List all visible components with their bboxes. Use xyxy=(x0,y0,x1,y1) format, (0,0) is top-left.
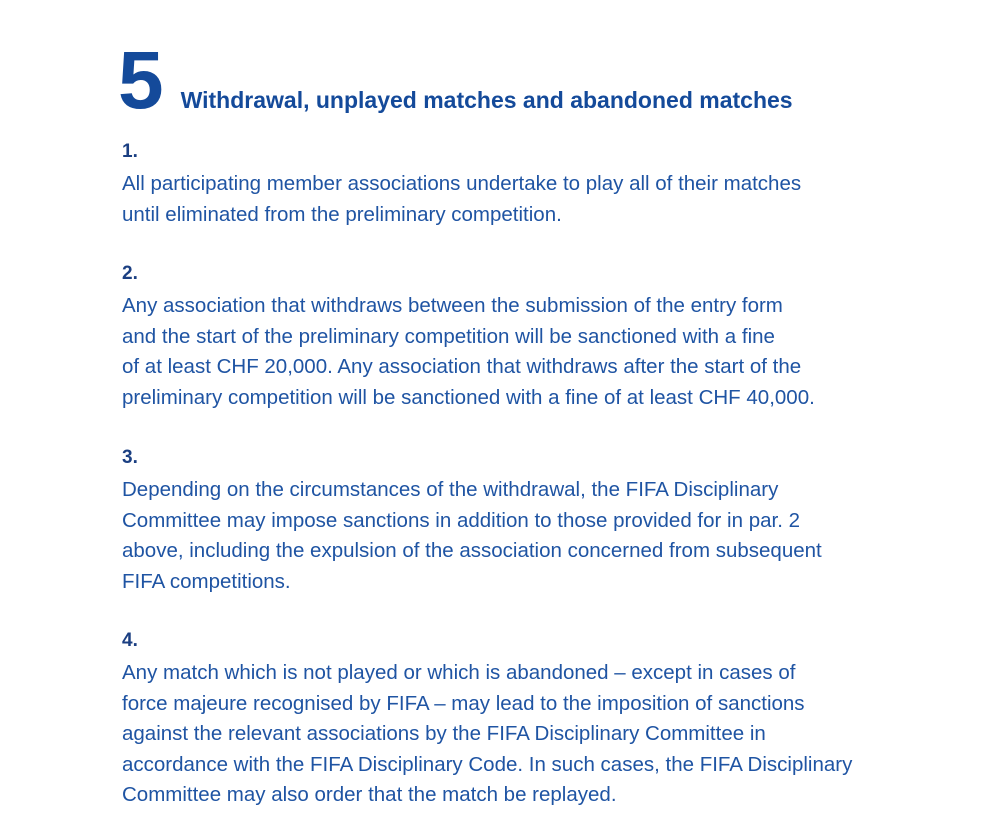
paragraph-text: Any association that withdraws between the submission of the entry form and the start of the preliminary competition will be sanctioned with a fine of at least CHF 20,000. Any association that withdraws after the start of the preliminary competition will be sanctioned with a fine of at least CHF 40,000. xyxy=(122,294,815,409)
paragraph-text: All participating member associations undertake to play all of their matches until eliminated from the preliminary competition. xyxy=(122,172,802,226)
paragraph-number: 1. xyxy=(122,141,138,162)
paragraph-number: 4. xyxy=(122,630,138,651)
paragraph-2 xyxy=(122,263,982,413)
paragraph-number: 3. xyxy=(122,447,138,468)
paragraph-3 xyxy=(122,447,982,597)
section-title: Withdrawal, unplayed matches and abandoned matches xyxy=(180,87,793,113)
paragraph-text: Any match which is not played or which is abandoned – except in cases of force majeure recognised by FIFA – may lead to the imposition of sanctions against the relevant associations by the FIFA Disciplinary Committee in accordance with the FIFA Disciplinary Code. In such cases, the FIFA Disciplinary Committee may also order that the match be replayed. xyxy=(122,661,853,806)
paragraph-1 xyxy=(122,141,982,230)
section-header xyxy=(118,35,793,126)
paragraph-number: 2. xyxy=(122,263,138,284)
paragraph-text: Depending on the circumstances of the withdrawal, the FIFA Disciplinary Committee may impose sanctions in addition to those provided for in par. 2 above, including the expulsion of the association concerned from subsequent FIFA competitions. xyxy=(122,478,822,593)
section-number: 5 xyxy=(118,35,163,126)
paragraph-4 xyxy=(122,630,982,811)
